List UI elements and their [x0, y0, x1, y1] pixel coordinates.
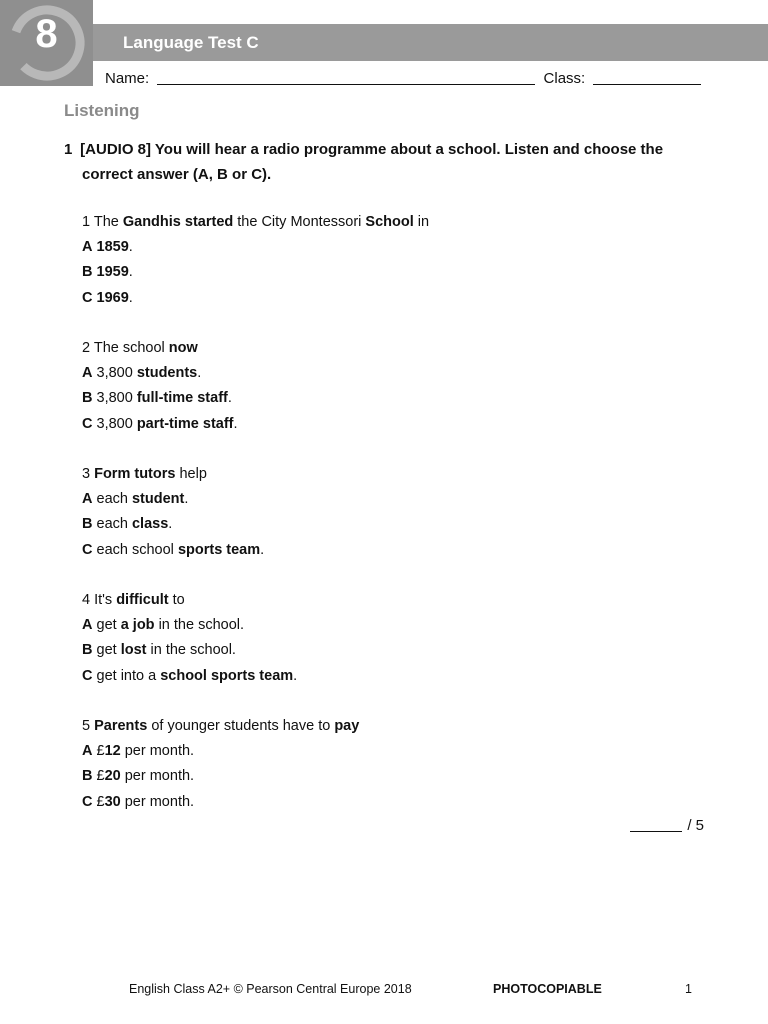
answer-option-b[interactable] [82, 764, 702, 789]
bold-text: 30 [104, 793, 121, 810]
unit-number: 8 [35, 12, 58, 56]
text: get [92, 617, 121, 634]
text: of younger students have to [147, 718, 335, 734]
test-title: Language Test C [123, 33, 259, 52]
bold-text: B [82, 516, 93, 533]
bold-text: 1969 [96, 289, 129, 306]
bold-text: lost [120, 642, 147, 659]
text: . [128, 239, 133, 256]
question-stem [82, 462, 702, 487]
text: get into a [92, 667, 161, 684]
text: . [260, 541, 265, 558]
question-stem [82, 336, 702, 361]
bold-text: C [82, 667, 93, 684]
bold-text: C [82, 415, 93, 432]
text: 4 It's [82, 592, 117, 608]
text: per month. [120, 743, 195, 760]
exercise-number: 1 [64, 141, 73, 158]
question-stem [82, 210, 702, 235]
score-field[interactable] [630, 817, 682, 832]
header-bar [93, 24, 768, 61]
text: . [233, 415, 238, 432]
text: . [293, 667, 298, 684]
text: 1 The [82, 214, 123, 230]
bold-text: A [82, 365, 93, 382]
answer-option-a[interactable] [82, 361, 702, 386]
text: to [168, 592, 185, 608]
text: 3,800 [92, 415, 137, 432]
bold-text: A [82, 617, 93, 634]
name-field[interactable] [157, 70, 535, 85]
class-label: Class: [543, 70, 586, 87]
bold-text: difficult [116, 592, 169, 608]
text: . [197, 365, 202, 382]
instruction-line-1: [AUDIO 8] You will hear a radio programme about a school. Listen and choose the [80, 141, 664, 158]
bold-text: student [131, 491, 185, 508]
bold-text: now [168, 340, 198, 356]
text: . [128, 264, 133, 281]
question-4 [82, 588, 702, 689]
score-box [630, 817, 704, 834]
bold-text: pay [334, 718, 360, 734]
bold-text: B [82, 642, 93, 659]
question-3 [82, 462, 702, 563]
question-1 [82, 210, 702, 311]
bold-text: sports team [177, 541, 261, 558]
answer-option-a[interactable] [82, 235, 702, 260]
answer-option-c[interactable] [82, 790, 702, 815]
question-2 [82, 336, 702, 437]
bold-text: C [82, 793, 93, 810]
name-label: Name: [105, 70, 150, 87]
bold-text: 20 [104, 768, 121, 785]
bold-text: 12 [104, 743, 121, 760]
bold-text: A [82, 491, 93, 508]
bold-text: 1959 [96, 264, 129, 281]
answer-option-c[interactable] [82, 286, 702, 311]
answer-option-a[interactable] [82, 739, 702, 764]
class-field[interactable] [593, 70, 701, 85]
text: 3 [82, 466, 95, 482]
text: per month. [120, 768, 195, 785]
bold-text: B [82, 768, 93, 785]
answer-option-a[interactable] [82, 487, 702, 512]
bold-text: 1859 [96, 239, 129, 256]
answer-option-b[interactable] [82, 638, 702, 663]
name-class-row [105, 70, 705, 87]
answer-option-a[interactable] [82, 613, 702, 638]
text: £ [92, 793, 105, 810]
bold-text: School [365, 214, 414, 230]
text: . [128, 289, 133, 306]
text: . [184, 491, 189, 508]
text: £ [92, 743, 105, 760]
text: 3,800 [92, 390, 137, 407]
question-list [82, 210, 702, 840]
text: . [168, 516, 173, 533]
answer-option-c[interactable] [82, 664, 702, 689]
instruction-line-2: correct answer (A, B or C). [82, 166, 272, 183]
text: 2 The school [82, 340, 169, 356]
section-title: Listening [64, 101, 140, 120]
footer-page-number: 1 [685, 982, 692, 996]
question-stem [82, 714, 702, 739]
score-total: / 5 [687, 817, 704, 834]
bold-text: C [82, 541, 93, 558]
bold-text: C [82, 289, 93, 306]
answer-option-b[interactable] [82, 386, 702, 411]
question-stem [82, 588, 702, 613]
answer-option-b[interactable] [82, 260, 702, 285]
text: each school [92, 541, 178, 558]
text: get [92, 642, 121, 659]
question-5 [82, 714, 702, 815]
bold-text: school sports team [160, 667, 294, 684]
footer-photocopiable: PHOTOCOPIABLE [493, 982, 602, 996]
bold-text: class [131, 516, 169, 533]
text: in the school. [146, 642, 236, 659]
text: £ [92, 768, 105, 785]
answer-option-b[interactable] [82, 512, 702, 537]
text: in the school. [154, 617, 245, 634]
bold-text: part-time staff [136, 415, 234, 432]
exercise-instruction [64, 137, 704, 187]
text: per month. [120, 793, 195, 810]
bold-text: Gandhis started [122, 214, 234, 230]
text: each [92, 516, 132, 533]
text: help [175, 466, 207, 482]
text: in [413, 214, 430, 230]
footer-copyright: English Class A2+ © Pearson Central Europe 2018 [129, 982, 412, 996]
answer-option-c[interactable] [82, 412, 702, 437]
text: the City Montessori [233, 214, 366, 230]
text: 3,800 [92, 365, 137, 382]
bold-text: a job [120, 617, 155, 634]
text: 5 [82, 718, 95, 734]
unit-badge [0, 0, 93, 86]
bold-text: Form tutors [94, 466, 176, 482]
bold-text: A [82, 239, 93, 256]
text: . [227, 390, 232, 407]
text: each [92, 491, 132, 508]
answer-option-c[interactable] [82, 538, 702, 563]
bold-text: full-time staff [136, 390, 228, 407]
bold-text: A [82, 743, 93, 760]
bold-text: students [136, 365, 198, 382]
bold-text: Parents [94, 718, 148, 734]
bold-text: B [82, 390, 93, 407]
bold-text: B [82, 264, 93, 281]
